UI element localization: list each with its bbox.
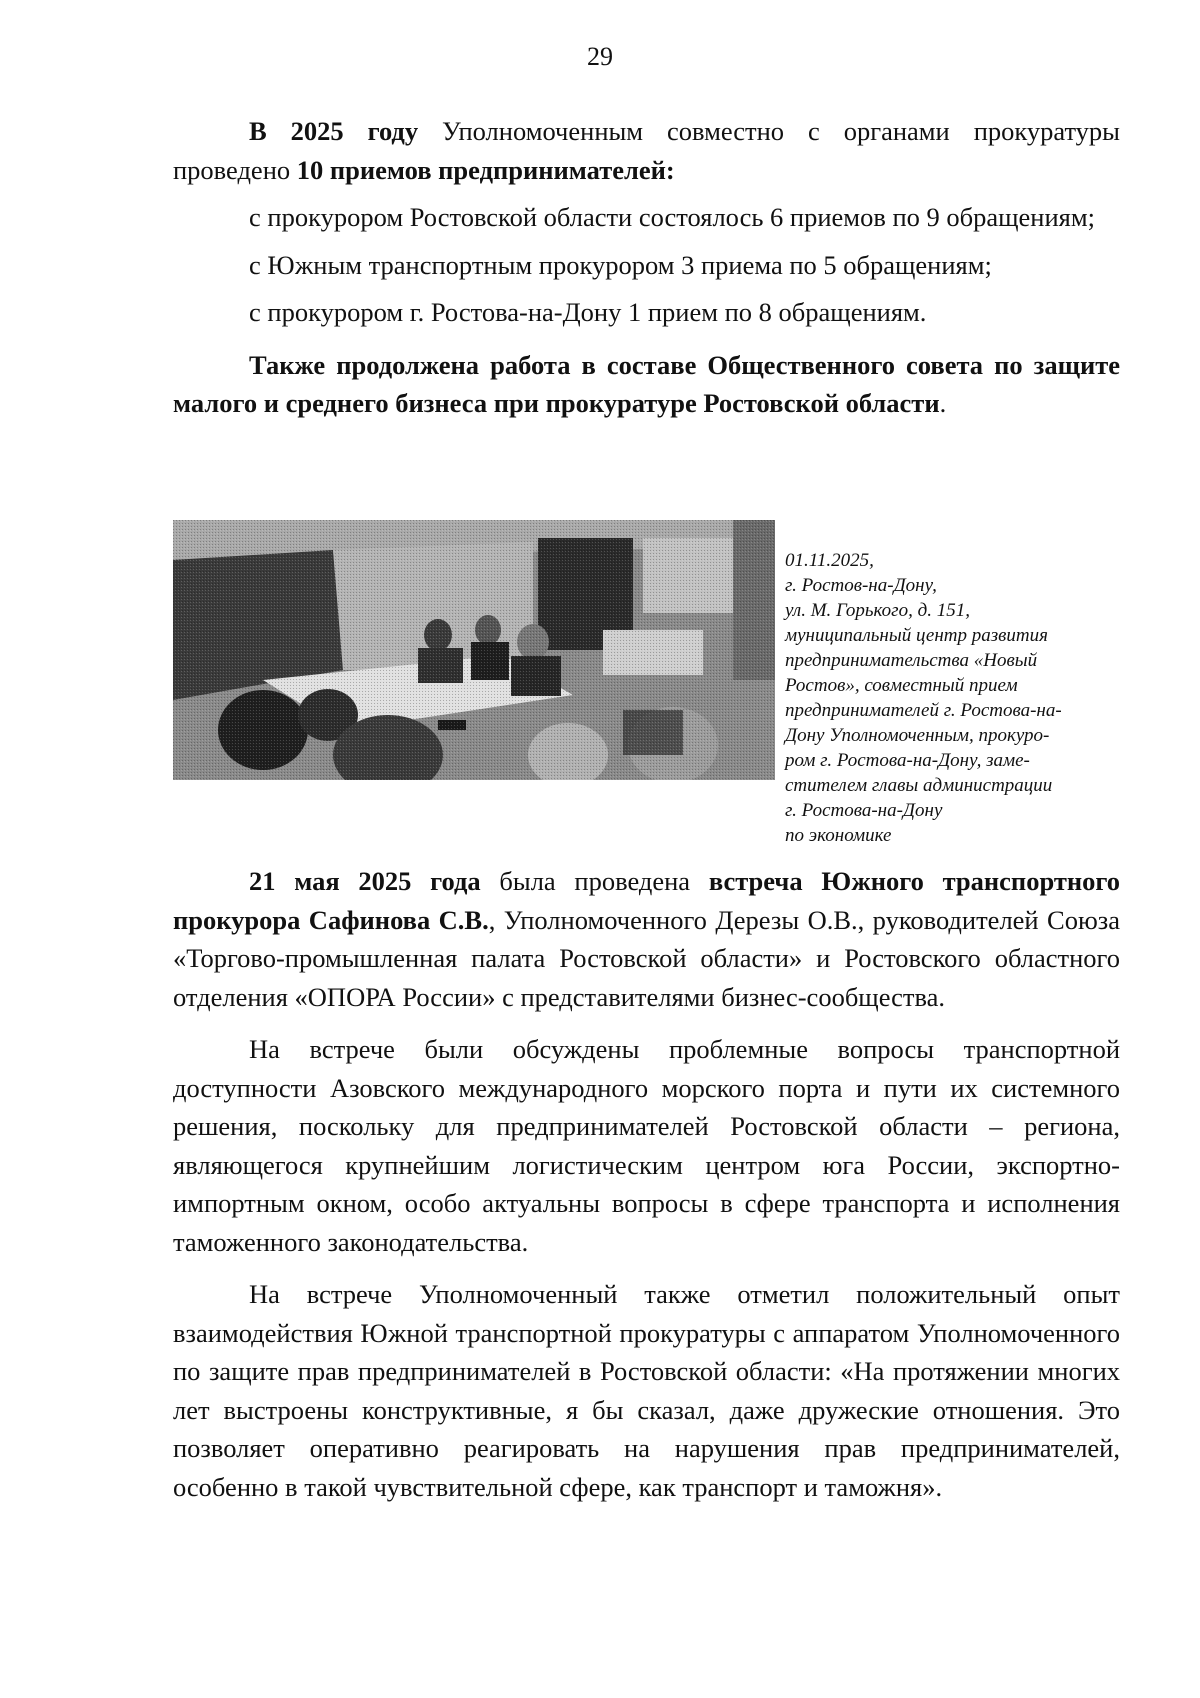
paragraph-receptions-intro bbox=[173, 112, 1120, 189]
caption-line: Дону Уполномоченным, прокуро- bbox=[785, 725, 1050, 746]
text-run: , Уполномоченного Дерезы О.В., руководителей Союза «Торгово-промышленная палата Ростовской области» и Ростовского областного отделения «ОПОРА России» с представителями бизнес-сообщества. bbox=[173, 904, 1120, 1012]
caption-line: 01.11.2025, bbox=[785, 550, 874, 571]
caption-line: муниципальный центр развития bbox=[785, 625, 1048, 646]
section-transport-meeting bbox=[173, 862, 1120, 1506]
text-run: была проведена bbox=[480, 866, 709, 896]
paragraph-meeting-intro bbox=[173, 862, 1120, 1016]
text-run: . bbox=[939, 388, 947, 418]
paragraph-public-council bbox=[173, 346, 1120, 423]
caption-line: ром г. Ростова-на-Дону, заме- bbox=[785, 750, 1030, 771]
caption-line: г. Ростов-на-Дону, bbox=[785, 575, 937, 596]
page-number: 29 bbox=[587, 42, 613, 71]
photo-caption bbox=[785, 548, 1125, 848]
paragraph-city-prosecutor: с прокурором г. Ростова-на-Дону 1 прием по 8 обращениям. bbox=[249, 297, 927, 327]
caption-line: стителем главы администрации bbox=[785, 775, 1053, 796]
caption-line: по экономике bbox=[785, 825, 892, 846]
bold-year: В 2025 году bbox=[249, 116, 419, 146]
section-receptions bbox=[173, 112, 1120, 423]
caption-line: предпринимательства «Новый bbox=[785, 650, 1038, 671]
bold-meeting-participants: встреча Южного транспортного прокурора Сафинова С.В. bbox=[173, 866, 1120, 935]
bold-public-council: Также продолжена работа в составе Общественного совета по защите малого и среднего бизнеса при прокуратуре Ростовской области bbox=[173, 349, 1120, 418]
paragraph-transport-prosecutor: с Южным транспортным прокурором 3 приема по 5 обращениям; bbox=[249, 249, 992, 280]
caption-line: предпринимателей г. Ростова-на- bbox=[785, 700, 1062, 721]
caption-line: Ростов», совместный прием bbox=[785, 675, 1018, 696]
bold-meeting-date: 21 мая 2025 года bbox=[249, 866, 481, 896]
paragraph-regional-prosecutor: с прокурором Ростовской области состоялось 6 приемов по 9 обращениям; bbox=[249, 202, 1095, 232]
paragraph-meeting-topics: На встрече были обсуждены проблемные вопросы транспортной доступности Азовского международного морского порта и пути их системного решения, поскольку для предпринимателей Ростовской области – региона, являющегося крупнейшим логистическим центром юга России, экспортно-импортным окном, особо актуальны вопросы в сфере транспорта и исполнения таможенного законодательства. bbox=[173, 1034, 1120, 1257]
caption-line: г. Ростова-на-Дону bbox=[785, 800, 943, 821]
meeting-photo bbox=[173, 520, 775, 780]
text-run: Уполномоченным совместно с органами прокуратуры проведено bbox=[173, 116, 1120, 185]
bold-receptions-count: 10 приемов предпринимателей: bbox=[296, 154, 675, 185]
meeting-photo-illustration bbox=[173, 520, 775, 780]
caption-line: ул. М. Горького, д. 151, bbox=[785, 600, 970, 621]
paragraph-meeting-quote: На встрече Уполномоченный также отметил положительный опыт взаимодействия Южной транспортной прокуратуры с аппаратом Уполномоченного по защите прав предпринимателей в Ростовской области: «На протяжении многих лет выстроены конструктивные, я бы сказал, даже дружеские отношения. Это позволяет оперативно реагировать на нарушения прав предпринимателей, особенно в такой чувствительной сфере, как транспорт и таможня». bbox=[173, 1279, 1120, 1502]
